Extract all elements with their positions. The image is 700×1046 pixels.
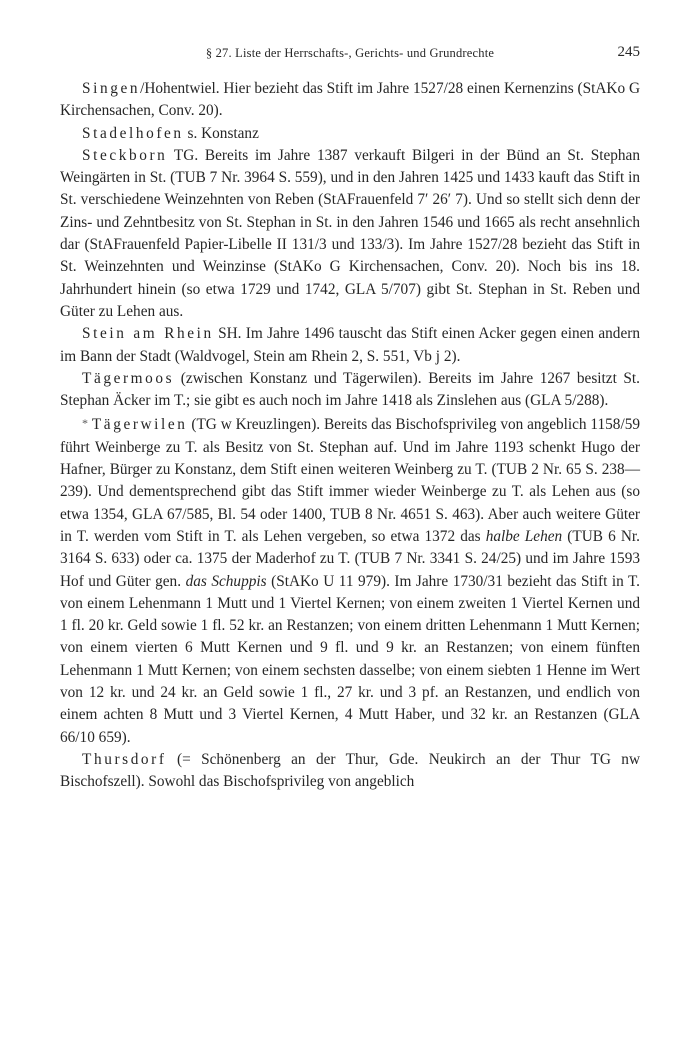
place-name: Stein am Rhein — [82, 325, 214, 343]
entry-text: s. Konstanz — [183, 124, 259, 142]
entry-thursdorf — [60, 749, 640, 794]
page-number: 245 — [617, 44, 640, 60]
entry-text: (TG w Kreuzlingen). Bereits das Bischofsprivileg von angeblich 1158/59 führt Weinberge zu T. als Besitz von St. Stephan auf. Und im Jahre 1193 schenkt Hugo der Hafner, Bürger zu Konstanz, dem Stift einen weiteren Weinberg zu T. (TUB 2 Nr. 65 S. 238—239). Und dementsprechend gibt das Stift immer wieder Weinberge zu T. als Lehen aus (so etwa 1354, GLA 67/585, Bl. 54 oder 1400, TUB 8 Nr. 4651 S. 463). Aber auch weitere Güter in T. werden vom Stift in T. als Lehen vergeben, so etwa 1372 das — [60, 416, 641, 545]
entry-marker: * — [82, 416, 88, 431]
running-head: § 27. Liste der Herrschafts-, Gerichts- und Grundrechte — [205, 46, 495, 60]
place-name: Tägerwilen — [91, 416, 188, 434]
entry-text: (TUB 6 Nr. 3164 S. 633) oder ca. 1375 der Maderhof zu T. (TUB 7 Nr. 3341 S. 24/25) und im Jahre 1593 Hof und Güter gen. — [60, 527, 640, 590]
place-name: Steckborn — [82, 146, 168, 164]
entry-taegermoos — [60, 368, 640, 413]
entry-text: /Hohentwiel. Hier bezieht das Stift im Jahre 1527/28 einen Kernenzins (StAKo G Kirchensachen, Conv. 20). — [60, 80, 640, 120]
entry-text: (zwischen Konstanz und Tägerwilen). Bereits im Jahre 1267 besitzt St. Stephan Äcker im T.; sie gibt es auch noch im Jahre 1418 als Zinslehen aus (GLA 5/288). — [60, 369, 640, 410]
entry-text: (= Schönenberg an der Thur, Gde. Neukirch an der Thur TG nw Bischofszell). Sowohl das Bischofsprivileg von angeblich — [60, 750, 640, 791]
entry-taegerwilen — [60, 412, 640, 748]
entry-singen — [60, 78, 640, 123]
italic-term: das Schuppis — [185, 572, 267, 590]
entry-steckborn — [60, 145, 640, 323]
italic-term: halbe Lehen — [485, 527, 563, 545]
body-text — [60, 78, 640, 794]
place-name: Stadelhofen — [82, 124, 184, 142]
entry-text: SH. Im Jahre 1496 tauscht das Stift einen Acker gegen einen andern im Bann der Stadt (Waldvogel, Stein am Rhein 2, S. 551, Vb j 2). — [60, 325, 640, 365]
entry-stein-am-rhein — [60, 323, 640, 368]
place-name: Singen — [82, 80, 141, 97]
place-name: Tägermoos — [82, 369, 175, 387]
place-name: Thursdorf — [82, 750, 167, 768]
entry-text: TG. Bereits im Jahre 1387 verkauft Bilgeri in der Bünd an St. Stephan Weingärten in St. (TUB 7 Nr. 3964 S. 559), und in den Jahren 1425 und 1433 kauft das Stift in St. verschiedene Weinzehnten von Reben (StAFrauenfeld 7′ 26′ 7). Und so stellt sich denn der Zins- und Zehntbesitz von St. Stephan in St. in den Jahren 1546 und 1665 als recht ansehnlich dar (StAFrauenfeld Papier-Libelle II 131/3 und 133/3). Im Jahre 1527/28 bezieht das Stift in St. Weinzehnten und Weinzinse (StAKo G Kirchensachen, Conv. 20). Noch bis ins 18. Jahrhundert hinein (so etwa 1729 und 1742, GLA 5/707) gibt St. Stephan in St. Reben und Güter zu Lehen aus. — [60, 146, 640, 320]
entry-stadelhofen — [60, 123, 640, 145]
page-header — [60, 44, 640, 66]
entry-text: (StAKo U 11 979). Im Jahre 1730/31 bezieht das Stift in T. von einem Lehenmann 1 Mutt und 1 Viertel Kernen; von einem zweiten 1 Viertel Kernen und 1 fl. 20 kr. Geld sowie 1 fl. 52 kr. an Restanzen; von einem dritten Lehenmann 1 Mutt Kernen; von einem vierten 6 Mutt Kernen und 9 fl. und 9 kr. an Restanzen; von einem fünften Lehenmann 1 Mutt Kernen; von einem sechsten dasselbe; von einem siebten 1 Henne im Wert von 12 kr. und 24 kr. an Geld sowie 1 fl., 27 kr. und 3 pf. an Restanzen, und endlich von einem achten 8 Mutt und 3 Viertel Kernen, 4 Mutt Haber, und 32 kr. an Restanzen (GLA 66/10 659). — [60, 572, 641, 746]
